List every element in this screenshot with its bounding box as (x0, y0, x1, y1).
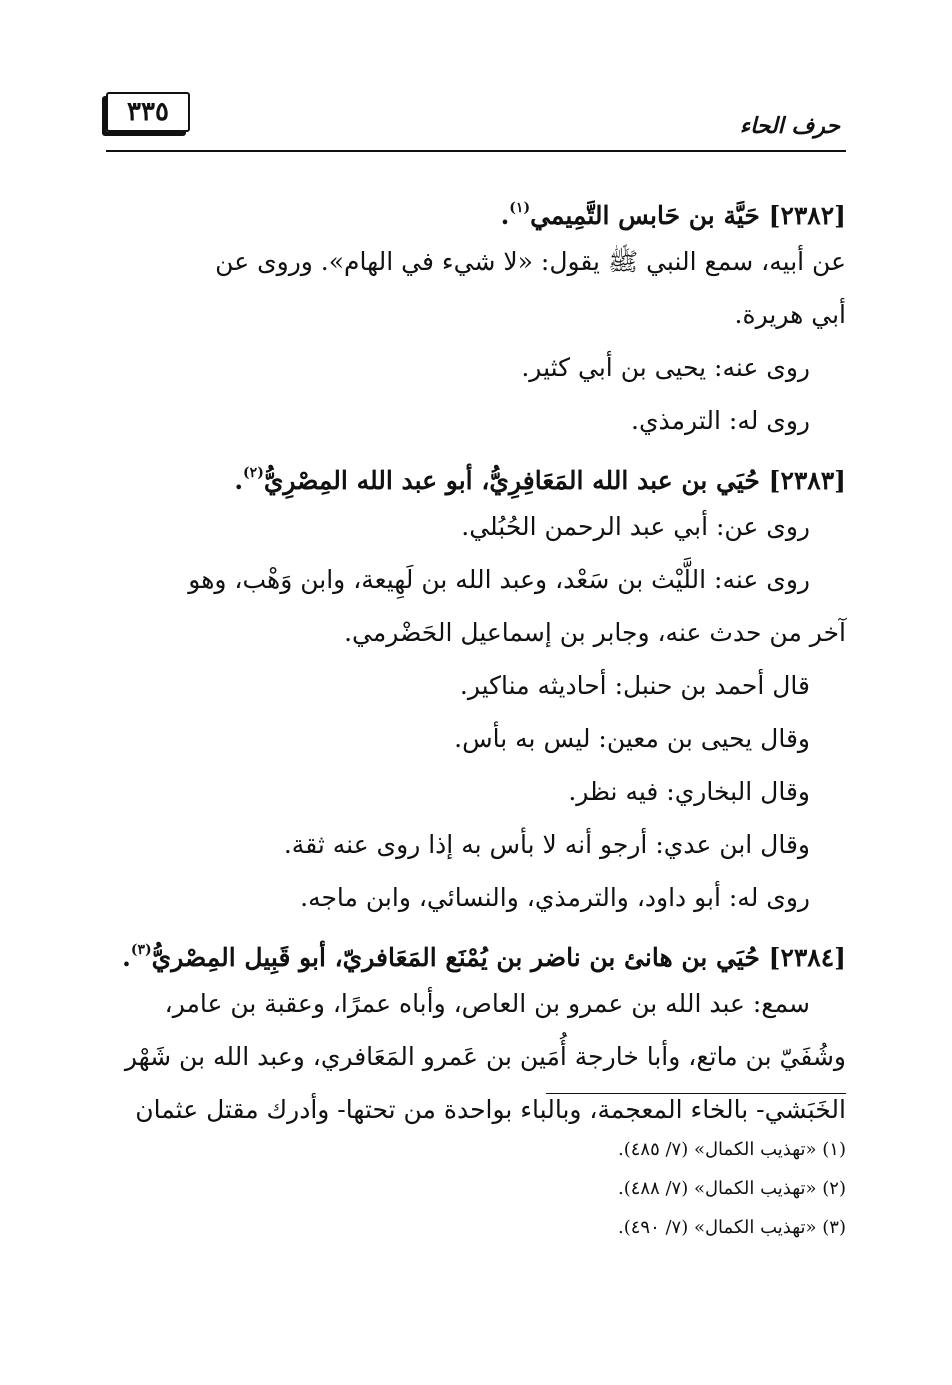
entry-number: [٢٣٨٣] (768, 466, 846, 495)
body-line: آخر من حدث عنه، وجابر بن إسماعيل الحَضْرمي. (344, 618, 846, 647)
body-line: سمع: عبد الله بن عمرو بن العاص، وأباه عمرًا، وعقبة بن عامر، (164, 989, 810, 1018)
body-line: عن أبيه، سمع النبي ﷺ يقول: «لا شيء في الهام». وروى عن (215, 247, 846, 276)
footnote-reference: (٢) (243, 465, 264, 481)
body-line: وقال ابن عدي: أرجو أنه لا بأس به إذا روى عنه ثقة. (283, 830, 810, 859)
entry-heading: [٢٣٨٤] حُيَي بن هانئ بن ناضر بن يُمْنَع المَعَافريّ، أبو قَبِيل المِصْريُّ$^{(٣)}$. (122, 942, 846, 972)
footnote: (٢) «تهذيب الكمال» (٧/ ٤٨٨). (617, 1178, 846, 1199)
footnote-separator (546, 1093, 846, 1094)
entry-heading: [٢٣٨٣] حُيَي بن عبد الله المَعَافِرِيُّ، أبو عبد الله المِصْرِيُّ$^{(٢)}$. (234, 465, 846, 495)
entry-name: حُيَي بن هانئ بن ناضر بن يُمْنَع المَعَافريّ، أبو قَبِيل المِصْريُّ (151, 943, 760, 972)
page-body (106, 182, 846, 1136)
footnotes (618, 1130, 846, 1247)
entry-heading: [٢٣٨٢] حَيَّة بن حَابس التَّمِيمي$^{(١)}$. (500, 200, 846, 230)
page-number: ٣٣٥ (106, 92, 190, 132)
footnote: (١) «تهذيب الكمال» (٧/ ٤٨٥). (617, 1139, 846, 1160)
entry-number: [٢٣٨٢] (768, 201, 846, 230)
footnote: (٣) «تهذيب الكمال» (٧/ ٤٩٠). (617, 1217, 846, 1238)
body-line: روى له: أبو داود، والترمذي، والنسائي، وابن ماجه. (300, 883, 810, 912)
entry-name: حَيَّة بن حَابس التَّمِيمي (530, 201, 760, 230)
body-line: روى عنه: يحيى بن أبي كثير. (521, 353, 810, 382)
running-header-title: حرف الحاء (739, 113, 840, 139)
body-line: الخَبَشي- بالخاء المعجمة، وبالباء بواحدة من تحتها- وأدرك مقتل عثمان (135, 1095, 846, 1124)
header-rule (106, 150, 846, 152)
body-line: وقال يحيى بن معين: ليس به بأس. (454, 724, 810, 753)
entry-number: [٢٣٨٤] (768, 943, 846, 972)
body-line: قال أحمد بن حنبل: أحاديثه مناكير. (459, 671, 810, 700)
body-line: روى عن: أبي عبد الرحمن الحُبُلي. (461, 512, 810, 541)
body-line: وشُفَيّ بن ماتع، وأبا خارجة أُمَين بن عَمرو المَعَافري، وعبد الله بن شَهْر (124, 1042, 846, 1071)
body-line: روى له: الترمذي. (631, 406, 810, 435)
body-line: أبي هريرة. (734, 300, 846, 329)
footnote-reference: (٣) (130, 942, 152, 958)
footnote-reference: (١) (509, 200, 531, 216)
body-line: وقال البخاري: فيه نظر. (568, 777, 810, 806)
body-line: روى عنه: اللَّيْث بن سَعْد، وعبد الله بن لَهِيعة، وابن وَهْب، وهو (188, 565, 810, 594)
entry-name: حُيَي بن عبد الله المَعَافِرِيُّ، أبو عبد الله المِصْرِيُّ (263, 466, 760, 495)
